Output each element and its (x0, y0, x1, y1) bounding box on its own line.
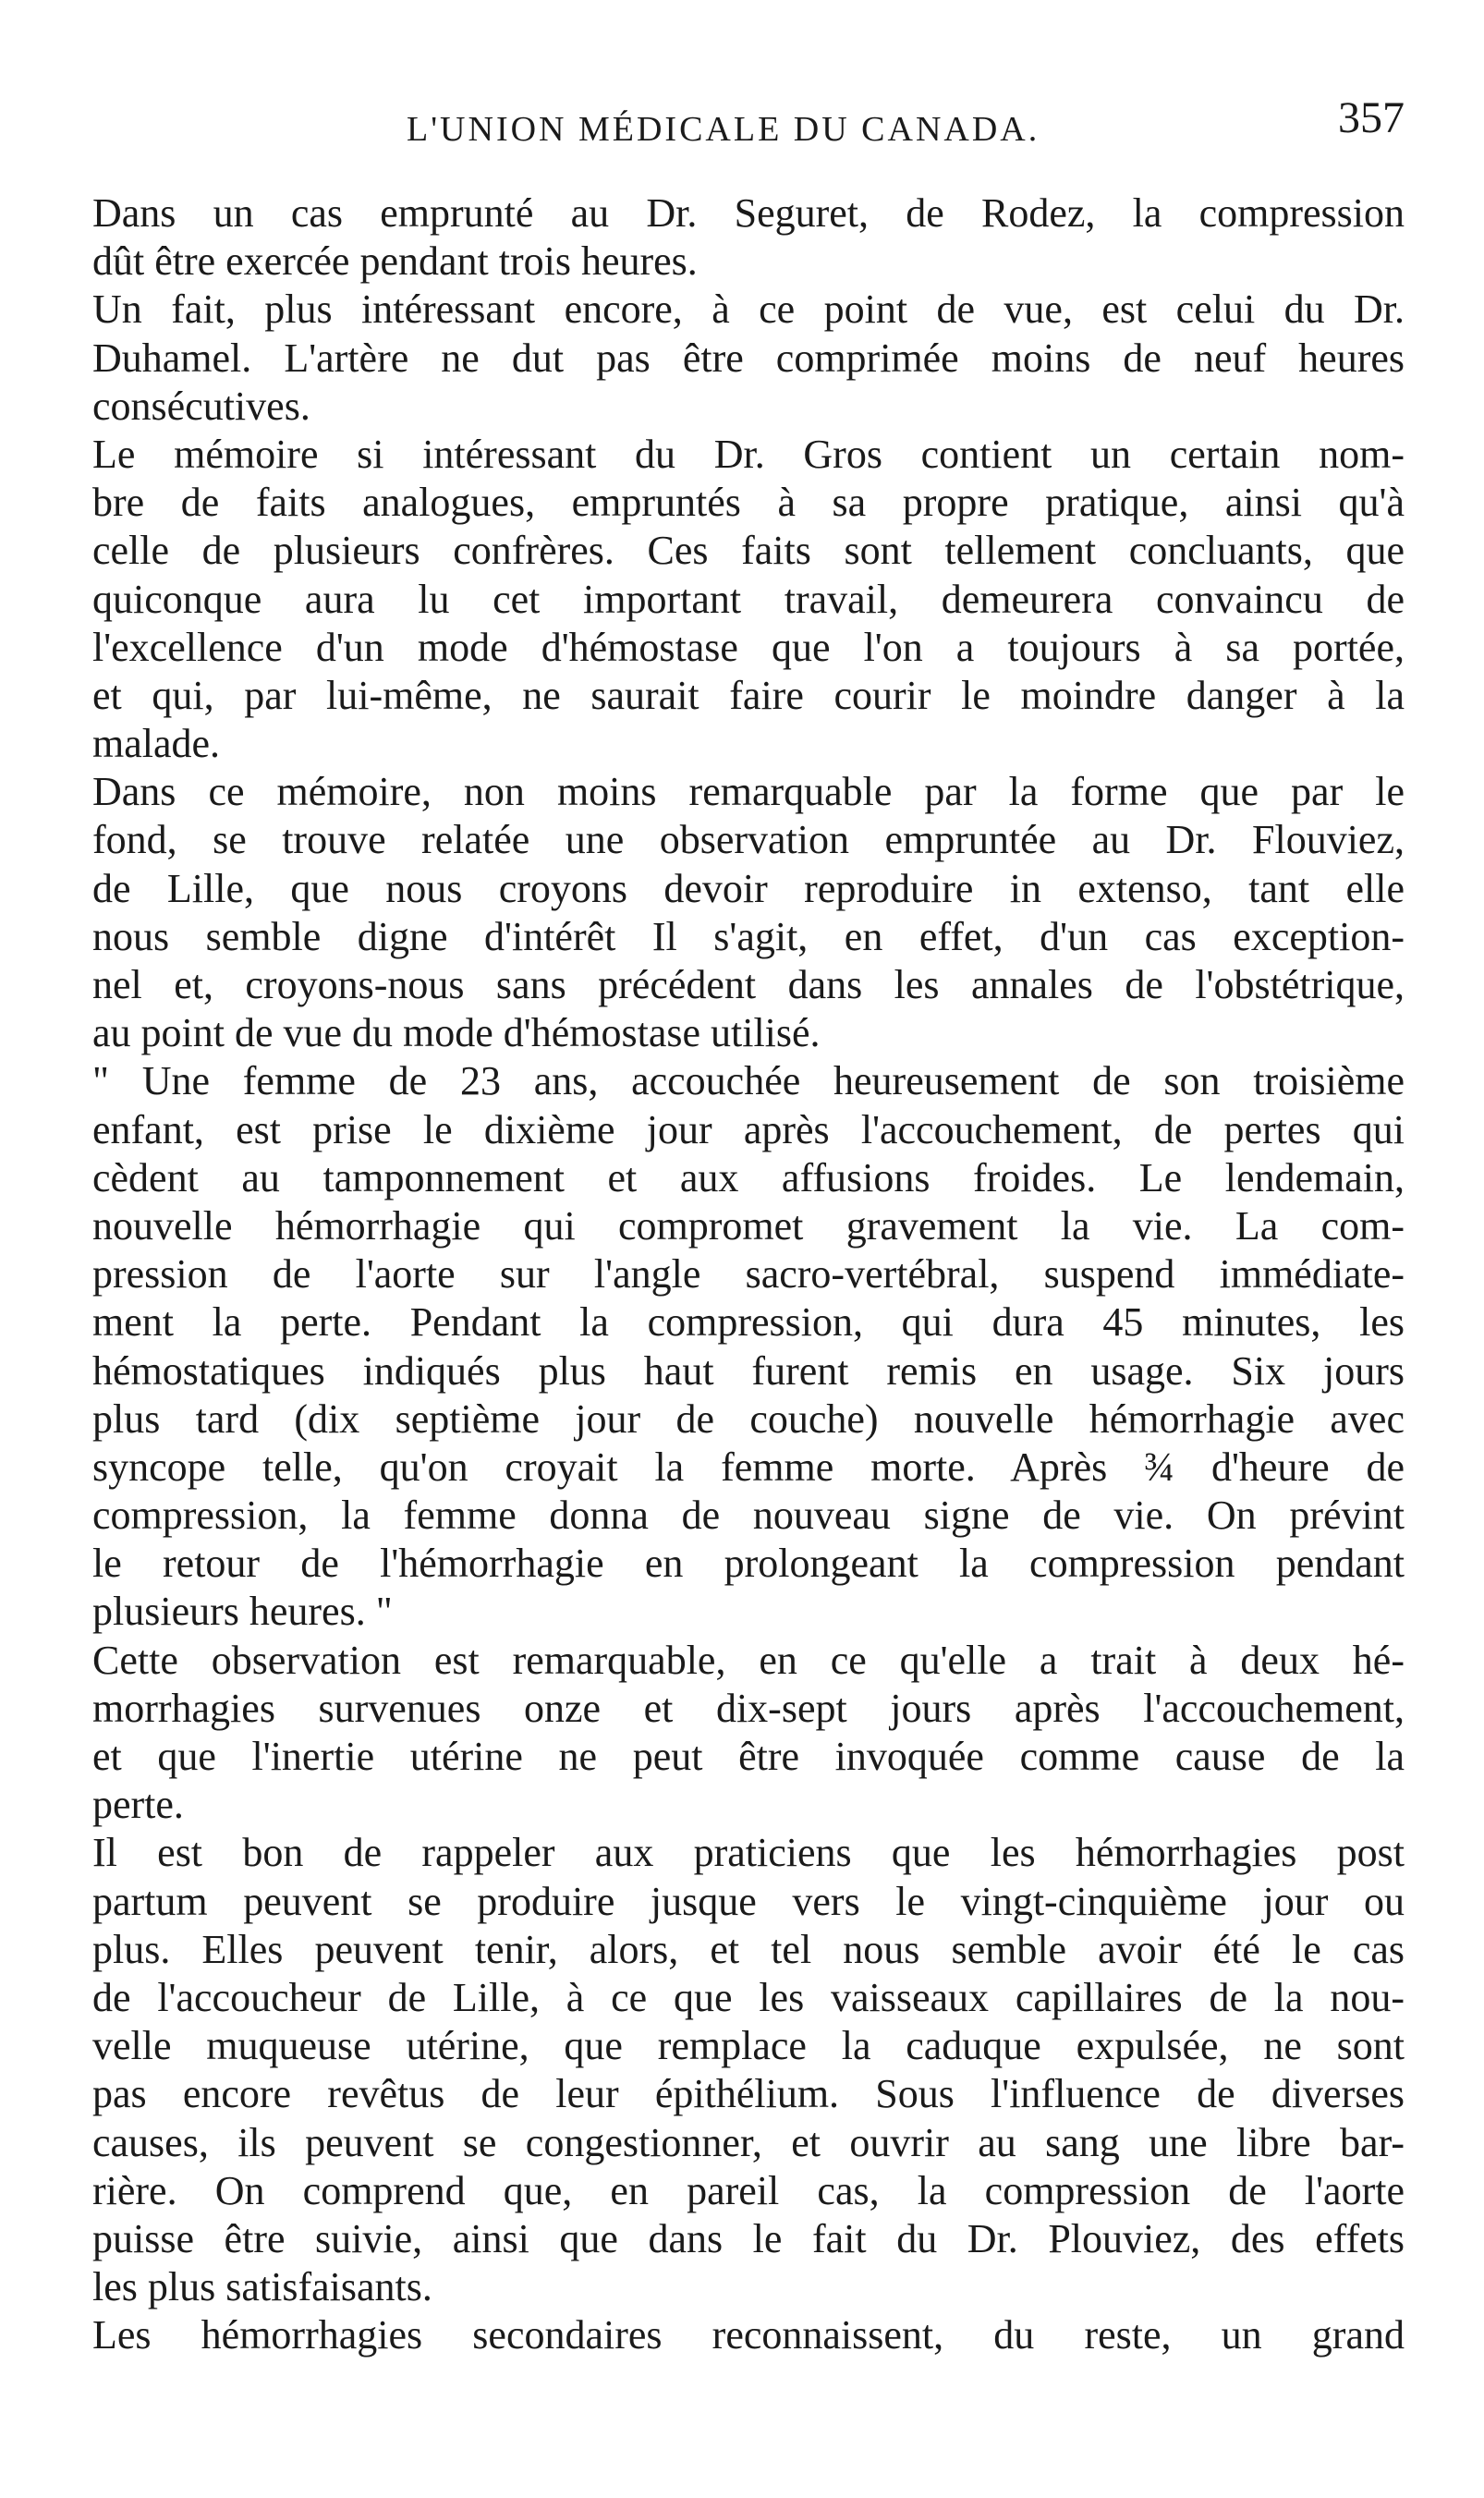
text-line: Le mémoire si intéressant du Dr. Gros contient un certain nom- (92, 431, 1405, 477)
text-line: les plus satisfaisants. (92, 2264, 432, 2310)
running-header (92, 92, 1405, 157)
text-line: celle de plusieurs confrères. Ces faits sont tellement concluants, que (92, 528, 1405, 574)
text-line: et qui, par lui-même, ne saurait faire courir le moindre danger à la (92, 672, 1405, 718)
text-line: nouvelle hémorrhagie qui compromet gravement la vie. La com- (92, 1202, 1405, 1249)
text-line: consécutives. (92, 383, 310, 429)
text-line: quiconque aura lu cet important travail, demeurera convaincu de (92, 576, 1405, 622)
text-line: plusieurs heures. " (92, 1589, 393, 1635)
text-line: causes, ils peuvent se congestionner, et ouvrir au sang une libre bar- (92, 2119, 1405, 2165)
text-line: Dans ce mémoire, non moins remarquable par la forme que par le (92, 769, 1405, 815)
text-line: perte. (92, 1782, 184, 1828)
text-line: nous semble digne d'intérêt Il s'agit, en effet, d'un cas exception- (92, 913, 1405, 959)
text-line: plus tard (dix septième jour de couche) nouvelle hémorrhagie avec (92, 1395, 1405, 1442)
text-line: pression de l'aorte sur l'angle sacro-vertébral, suspend immédiate- (92, 1251, 1405, 1298)
text-line: Un fait, plus intéressant encore, à ce point de vue, est celui du Dr. (92, 286, 1405, 333)
text-line: velle muqueuse utérine, que remplace la caduque expulsée, ne sont (92, 2023, 1405, 2069)
text-line: enfant, est prise le dixième jour après l'accouchement, de pertes qui (92, 1106, 1405, 1152)
text-line: plus. Elles peuvent tenir, alors, et tel nous semble avoir été le cas (92, 1926, 1405, 1972)
text-line: hémostatiques indiqués plus haut furent remis en usage. Six jours (92, 1347, 1405, 1394)
text-line: puisse être suivie, ainsi que dans le fait du Dr. Plouviez, des effets (92, 2215, 1405, 2261)
text-line: de Lille, que nous croyons devoir reproduire in extenso, tant elle (92, 865, 1405, 911)
text-line: de l'accoucheur de Lille, à ce que les vaisseaux capillaires de la nou- (92, 1974, 1405, 2020)
page-number: 357 (1338, 93, 1405, 142)
text-line: Les hémorrhagies secondaires reconnaissent, du reste, un grand (92, 2312, 1405, 2358)
text-line: rière. On comprend que, en pareil cas, la compression de l'aorte (92, 2167, 1405, 2213)
text-line: Dans un cas emprunté au Dr. Seguret, de Rodez, la compression (92, 190, 1405, 236)
text-line: dût être exercée pendant trois heures. (92, 238, 698, 285)
text-line: l'excellence d'un mode d'hémostase que l'on a toujours à sa portée, (92, 624, 1405, 670)
text-line: et que l'inertie utérine ne peut être invoquée comme cause de la (92, 1734, 1405, 1779)
text-line: syncope telle, qu'on croyait la femme morte. Après ¾ d'heure de (92, 1444, 1405, 1490)
text-line: au point de vue du mode d'hémostase utilisé. (92, 1010, 821, 1056)
text-line: cèdent au tamponnement et aux affusions froides. Le lendemain, (92, 1154, 1405, 1200)
text-line: malade. (92, 721, 221, 767)
text-line: Duhamel. L'artère ne dut pas être comprimée moins de neuf heures (92, 335, 1405, 381)
text-line: pas encore revêtus de leur épithélium. Sous l'influence de diverses (92, 2071, 1405, 2117)
text-line: nel et, croyons-nous sans précédent dans les annales de l'obstétrique, (92, 962, 1405, 1007)
text-line: " Une femme de 23 ans, accouchée heureusement de son troisième (92, 1058, 1405, 1104)
text-line: compression, la femme donna de nouveau signe de vie. On prévint (92, 1493, 1405, 1539)
text-line: Cette observation est remarquable, en ce qu'elle a trait à deux hé- (92, 1637, 1405, 1683)
journal-title: L'UNION MÉDICALE DU CANADA. (407, 110, 1040, 149)
text-line: bre de faits analogues, empruntés à sa propre pratique, ainsi qu'à (92, 480, 1405, 526)
text-line: fond, se trouve relatée une observation empruntée au Dr. Flouviez, (92, 817, 1405, 863)
text-line: Il est bon de rappeler aux praticiens que les hémorrhagies post (92, 1830, 1405, 1876)
body-text (92, 189, 1405, 2359)
text-line: morrhagies survenues onze et dix-sept jours après l'accouchement, (92, 1685, 1405, 1731)
text-line: le retour de l'hémorrhagie en prolongeant la compression pendant (92, 1541, 1405, 1587)
text-line: partum peuvent se produire jusque vers le vingt-cinquième jour ou (92, 1878, 1405, 1924)
text-line: ment la perte. Pendant la compression, qui dura 45 minutes, les (92, 1299, 1405, 1346)
